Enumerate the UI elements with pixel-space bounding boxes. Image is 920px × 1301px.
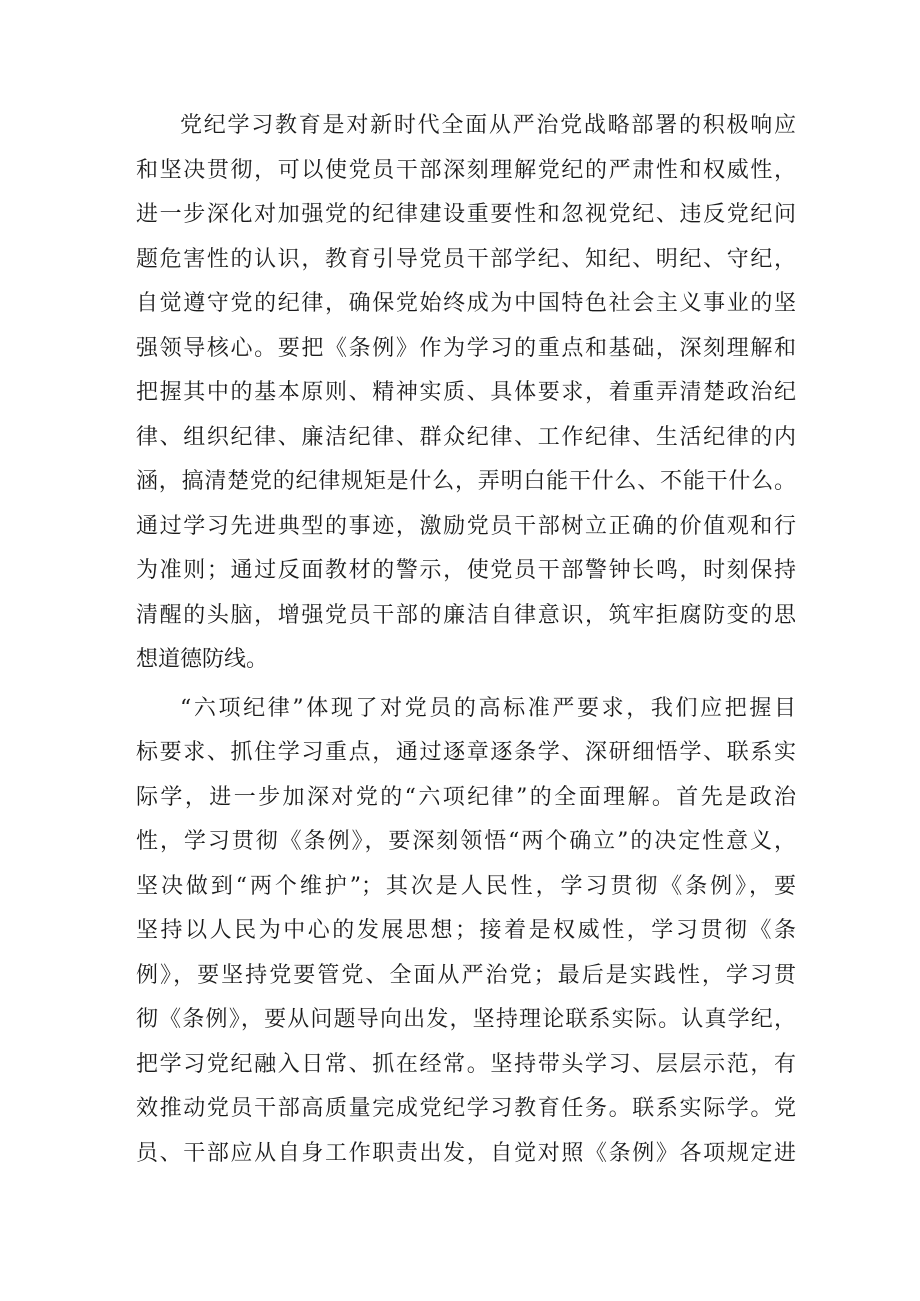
- text-line: 为准则；通过反面教材的警示，使党员干部警钟长鸣，时刻保持: [136, 558, 796, 583]
- text-line: 自觉遵守党的纪律，确保党始终成为中国特色社会主义事业的坚: [136, 291, 796, 316]
- text-line: 性，学习贯彻《条例》，要深刻领悟“两个确立”的决定性意义，: [136, 829, 796, 854]
- text-line: 题危害性的认识，教育引导党员干部学纪、知纪、明纪、守纪，: [136, 246, 796, 272]
- text-line: 涵，搞清楚党的纪律规矩是什么，弄明白能干什么、不能干什么。: [136, 469, 796, 494]
- text-line: 坚决做到“两个维护”；其次是人民性，学习贯彻《条例》，要: [136, 873, 796, 899]
- text-line: 和坚决贯彻，可以使党员干部深刻理解党纪的严肃性和权威性，: [136, 157, 796, 183]
- text-line: 把握其中的基本原则、精神实质、具体要求，着重弄清楚政治纪: [136, 380, 796, 405]
- document-body: [136, 104, 796, 1176]
- text-line: 律、组织纪律、廉洁纪律、群众纪律、工作纪律、生活纪律的内: [136, 424, 796, 450]
- text-line: 坚持以人民为中心的发展思想；接着是权威性，学习贯彻《条: [136, 918, 796, 943]
- text-line: 清醒的头脑，增强党员干部的廉洁自律意识，筑牢拒腐防变的思: [136, 602, 796, 628]
- text-line: 通过学习先进典型的事迹，激励党员干部树立正确的价值观和行: [136, 513, 796, 539]
- text-line: “六项纪律”体现了对党员的高标准严要求，我们应把握目: [180, 695, 796, 721]
- text-line: 想道德防线。: [136, 647, 269, 672]
- paragraph-2: [136, 687, 796, 1177]
- text-line: 把学习党纪融入日常、抓在经常。坚持带头学习、层层示范，有: [136, 1051, 796, 1077]
- paragraph-1: [136, 104, 796, 683]
- text-line: 进一步深化对加强党的纪律建设重要性和忽视党纪、违反党纪问: [136, 202, 796, 227]
- text-line: 强领导核心。要把《条例》作为学习的重点和基础，深刻理解和: [136, 335, 796, 361]
- text-line: 员、干部应从自身工作职责出发，自觉对照《条例》各项规定进: [136, 1140, 796, 1166]
- text-line: 标要求、抓住学习重点，通过逐章逐条学、深研细悟学、联系实: [136, 740, 796, 765]
- text-line: 党纪学习教育是对新时代全面从严治党战略部署的积极响应: [180, 113, 796, 138]
- text-line: 彻《条例》，要从问题导向出发，坚持理论联系实际。认真学纪，: [136, 1007, 796, 1032]
- text-line: 例》，要坚持党要管党、全面从严治党；最后是实践性，学习贯: [136, 962, 796, 988]
- text-line: 际学，进一步加深对党的“六项纪律”的全面理解。首先是政治: [136, 784, 796, 810]
- text-line: 效推动党员干部高质量完成党纪学习教育任务。联系实际学。党: [136, 1096, 796, 1121]
